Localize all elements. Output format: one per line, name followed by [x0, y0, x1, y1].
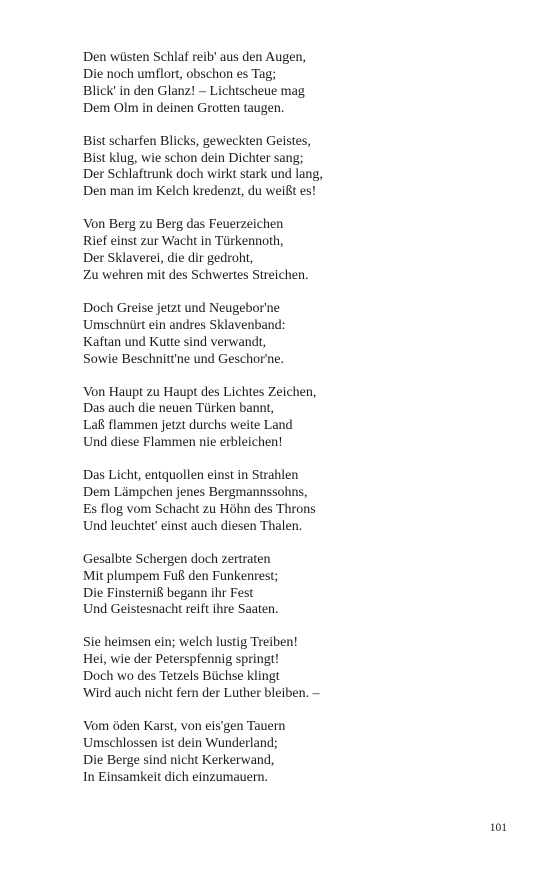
poem-line: Umschnürt ein andres Sklavenband: — [83, 317, 286, 333]
poem-line: Hei, wie der Peterspfennig springt! — [83, 652, 280, 668]
poem-line: Die Berge sind nicht Kerkerwand, — [83, 752, 275, 768]
poem-line: Den man im Kelch kredenzt, du weißt es! — [83, 184, 317, 200]
poem-line: Der Sklaverei, die dir gedroht, — [83, 251, 254, 267]
poem-line: Das Licht, entquollen einst in Strahlen — [83, 468, 299, 484]
poem-line: Es flog vom Schacht zu Höhn des Throns — [83, 501, 316, 517]
poem-line: Und leuchtet' einst auch diesen Thalen. — [83, 518, 303, 534]
poem-line: Blick' in den Glanz! – Lichtscheue mag — [83, 83, 305, 99]
poem-line: Mit plumpem Fuß den Funkenrest; — [83, 568, 279, 584]
stanza — [83, 50, 503, 118]
stanza — [83, 134, 503, 202]
poem-line: Laß flammen jetzt durchs weite Land — [83, 418, 293, 434]
poem-line: Doch Greise jetzt und Neugebor'ne — [83, 300, 280, 316]
poem-line: Von Haupt zu Haupt des Lichtes Zeichen, — [83, 384, 317, 400]
poem-line: Wird auch nicht fern der Luther bleiben. – — [83, 686, 320, 702]
poem-line: Rief einst zur Wacht in Türkennoth, — [83, 234, 284, 250]
stanza — [83, 468, 503, 536]
poem-line: Und diese Flammen nie erbleichen! — [83, 435, 283, 451]
poem-line: Der Schlaftrunk doch wirkt stark und lang, — [83, 167, 323, 183]
stanza — [83, 385, 503, 453]
poem-line: In Einsamkeit dich einzumauern. — [83, 769, 269, 785]
poem-line: Bist scharfen Blicks, geweckten Geistes, — [83, 133, 311, 149]
poem-line: Von Berg zu Berg das Feuerzeichen — [83, 217, 284, 233]
stanza — [83, 635, 503, 703]
poem-line: Zu wehren mit des Schwertes Streichen. — [83, 267, 309, 283]
poem-line: Den wüsten Schlaf reib' aus den Augen, — [83, 50, 306, 65]
poem-line: Umschlossen ist dein Wunderland; — [83, 735, 278, 751]
poem-line: Vom öden Karst, von eis'gen Tauern — [83, 719, 286, 734]
stanza — [83, 552, 503, 620]
poem-line: Und Geistesnacht reift ihre Saaten. — [83, 602, 279, 618]
poem-line: Kaftan und Kutte sind verwandt, — [83, 334, 267, 350]
page-number: 101 — [489, 822, 507, 834]
poem-body — [83, 50, 503, 803]
poem-line: Die Finsterniß begann ihr Fest — [83, 585, 254, 601]
poem-line: Die noch umflort, obschon es Tag; — [83, 66, 277, 82]
poem-line: Bist klug, wie schon dein Dichter sang; — [83, 150, 304, 166]
poem-line: Gesalbte Schergen doch zertraten — [83, 551, 271, 567]
poem-line: Doch wo des Tetzels Büchse klingt — [83, 669, 280, 685]
stanza — [83, 719, 503, 787]
poem-line: Dem Olm in deinen Grotten taugen. — [83, 100, 285, 116]
stanza — [83, 301, 503, 369]
poem-line: Das auch die neuen Türken bannt, — [83, 401, 275, 417]
poem-line: Dem Lämpchen jenes Bergmannssohns, — [83, 485, 308, 501]
poem-line: Sowie Beschnitt'ne und Geschor'ne. — [83, 351, 285, 367]
stanza — [83, 217, 503, 285]
poem-line: Sie heimsen ein; welch lustig Treiben! — [83, 635, 299, 651]
